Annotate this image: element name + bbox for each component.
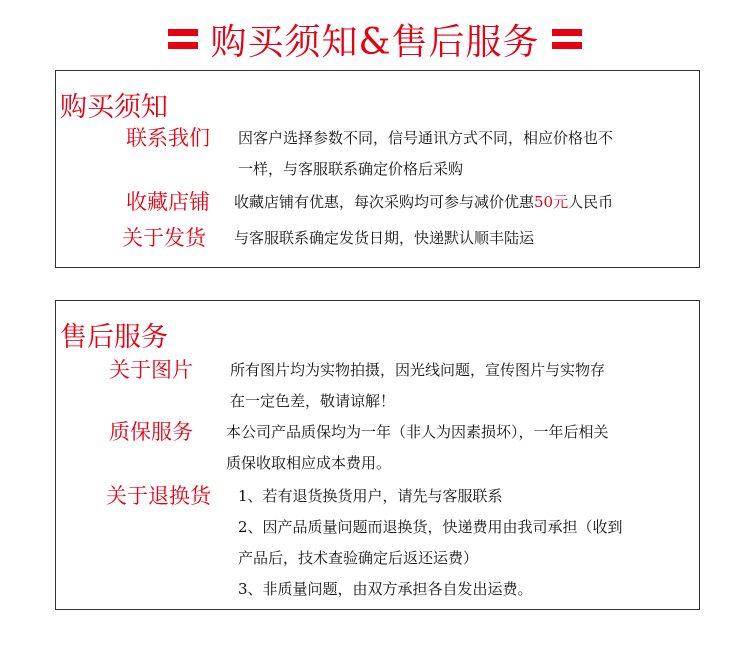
- label-favorite-shop: 收藏店铺: [126, 190, 210, 214]
- label-contact-us: 联系我们: [126, 126, 210, 150]
- contact-us-line-2: 一样，与客服联系确定价格后采购: [238, 160, 464, 178]
- shipping-line: 与客服联系确定发货日期，快递默认顺丰陆运: [234, 229, 535, 247]
- discount-amount: 50元: [534, 193, 569, 211]
- banner: [0, 14, 750, 64]
- banner-left-bars: [168, 29, 198, 49]
- about-images-line-2: 在一定色差，敬请谅解！: [230, 392, 396, 410]
- returns-line-4: 3、非质量问题，由双方承担各自发出运费。: [238, 580, 533, 598]
- favorite-shop-text-after: 人民币: [568, 193, 614, 211]
- label-about-images: 关于图片: [109, 358, 193, 382]
- favorite-shop-text: 收藏店铺有优惠，每次采购均可参与减价优惠: [234, 193, 535, 211]
- warranty-line-2: 质保收取相应成本费用。: [226, 454, 392, 472]
- after-sales-box: [55, 300, 700, 610]
- contact-us-line-1: 因客户选择参数不同，信号通讯方式不同，相应价格也不: [238, 129, 614, 147]
- label-warranty: 质保服务: [109, 420, 193, 444]
- favorite-shop-line: [234, 187, 613, 217]
- returns-line-2: 2、因产品质量问题而退换货，快递费用由我司承担（收到: [238, 518, 623, 536]
- label-shipping: 关于发货: [122, 226, 206, 250]
- label-returns: 关于退换货: [106, 484, 211, 508]
- banner-right-bars: [552, 29, 582, 49]
- purchase-notice-box: [55, 70, 700, 268]
- about-images-line-1: 所有图片均为实物拍摄，因光线问题，宣传图片与实物存: [230, 361, 606, 379]
- purchase-notice-title: 购买须知: [60, 92, 168, 123]
- warranty-line-1: 本公司产品质保均为一年（非人为因素损坏），一年后相关: [226, 423, 609, 441]
- banner-title: 购买须知&售后服务: [210, 21, 540, 63]
- after-sales-title: 售后服务: [60, 322, 168, 353]
- returns-line-1: 1、若有退货换货用户，请先与客服联系: [238, 487, 503, 505]
- returns-line-3: 产品后，技术查验确定后返还运费）: [238, 549, 479, 567]
